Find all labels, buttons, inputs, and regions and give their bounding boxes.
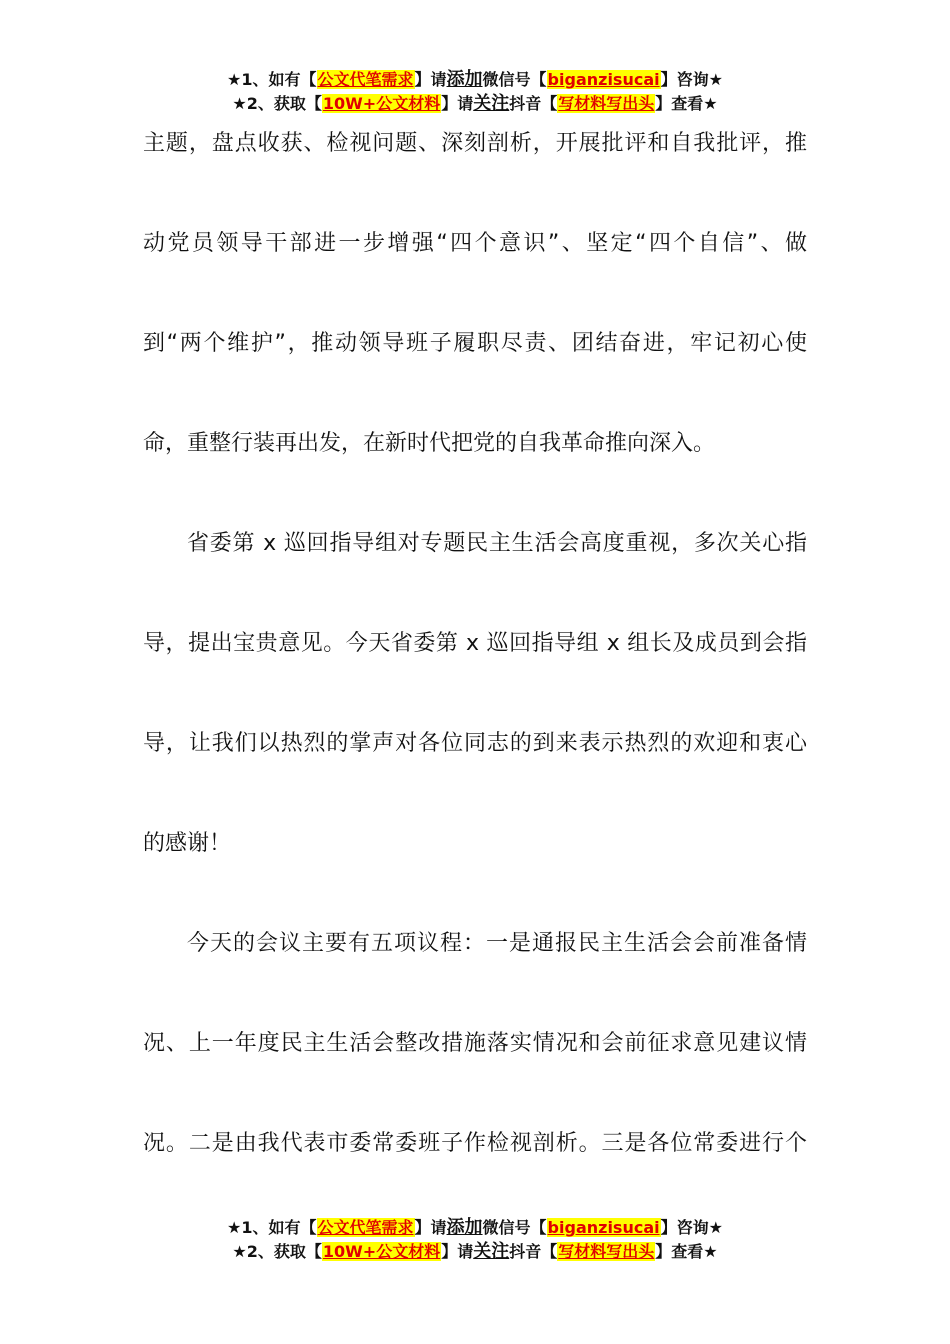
body-line: 今天的会议主要有五项议程：一是通报民主生活会会前准备情 [187,931,807,956]
promo-wechat-id: biganzisucai [547,70,660,89]
promo-text: 】咨询★ [660,70,723,89]
body-line: 况。二是由我代表市委常委班子作检视剖析。三是各位常委进行个 [143,1131,807,1156]
promo-text: 抖音【 [509,94,558,113]
promo-text: ★2、获取【 [232,94,322,113]
promo-line-1 [0,1216,950,1240]
promo-text: 】咨询★ [660,1218,723,1237]
promo-text: 】请 [414,1218,447,1237]
promo-text: 微信号【 [482,1218,547,1237]
promo-emphasis: 添加 [446,1217,483,1238]
promo-emphasis: 关注 [473,93,510,114]
promo-highlight: 10W+公文材料 [322,94,441,113]
header-promo-banner [0,68,950,116]
promo-highlight: 10W+公文材料 [322,1242,441,1261]
promo-emphasis: 关注 [473,1241,510,1262]
body-line: 的感谢！ [143,831,232,856]
body-line: 动党员领导干部进一步增强“四个意识”、坚定“四个自信”、做 [143,231,807,256]
promo-text: 微信号【 [482,70,547,89]
promo-text: 】查看★ [655,1242,718,1261]
footer-promo-banner [0,1216,950,1264]
promo-text: ★1、如有【 [227,1218,317,1237]
promo-line-2 [0,1240,950,1264]
promo-wechat-id: biganzisucai [547,1218,660,1237]
promo-line-2 [0,92,950,116]
promo-text: 】请 [414,70,447,89]
promo-douyin-account: 写材料写出头 [558,1242,655,1261]
body-line: 命，重整行装再出发，在新时代把党的自我革命推向深入。 [143,431,716,456]
body-line: 导，提出宝贵意见。今天省委第 x 巡回指导组 x 组长及成员到会指 [143,631,807,656]
promo-text: 】查看★ [655,94,718,113]
body-line: 省委第 x 巡回指导组对专题民主生活会高度重视，多次关心指 [187,531,807,556]
promo-highlight: 公文代笔需求 [317,1218,414,1237]
promo-text: 】请 [441,1242,474,1261]
promo-emphasis: 添加 [446,69,483,90]
body-line: 况、上一年度民主生活会整改措施落实情况和会前征求意见建议情 [143,1031,807,1056]
body-line: 导，让我们以热烈的掌声对各位同志的到来表示热烈的欢迎和衷心 [143,731,807,756]
promo-text: 】请 [441,94,474,113]
promo-douyin-account: 写材料写出头 [558,94,655,113]
body-line: 主题，盘点收获、检视问题、深刻剖析，开展批评和自我批评，推 [143,131,807,156]
promo-text: 抖音【 [509,1242,558,1261]
document-body [143,118,807,1218]
promo-highlight: 公文代笔需求 [317,70,414,89]
promo-line-1 [0,68,950,92]
body-line: 到“两个维护”，推动领导班子履职尽责、团结奋进，牢记初心使 [143,331,807,356]
promo-text: ★2、获取【 [232,1242,322,1261]
promo-text: ★1、如有【 [227,70,317,89]
